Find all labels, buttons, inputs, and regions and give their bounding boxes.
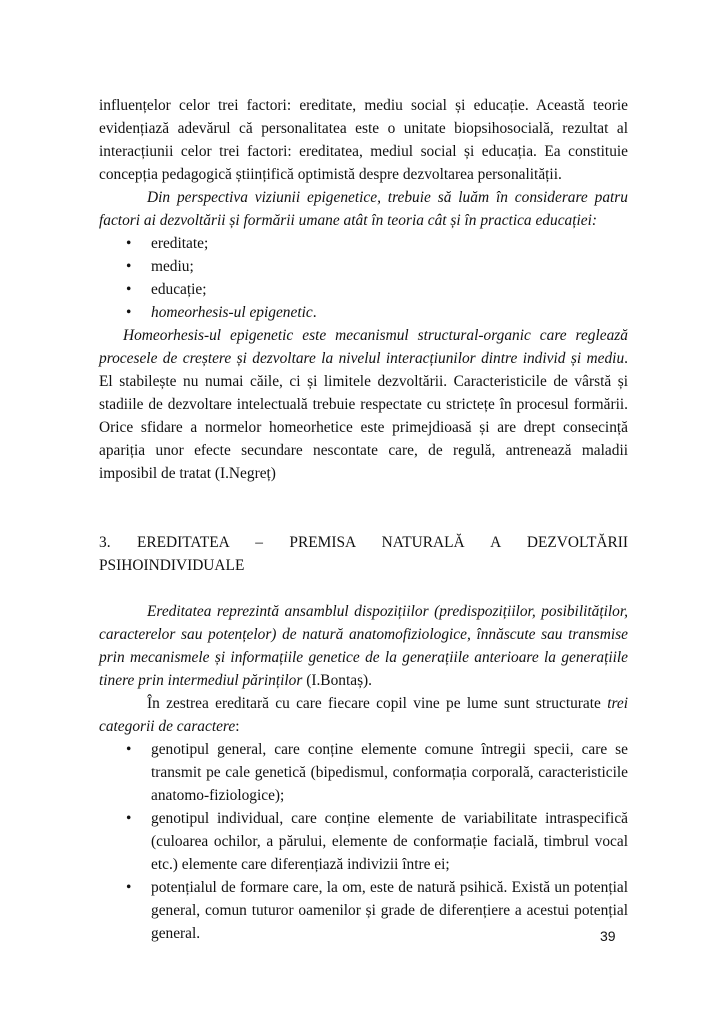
bullet-icon: • bbox=[126, 304, 132, 321]
categories-list bbox=[99, 738, 628, 945]
list-item: • mediu; bbox=[99, 255, 628, 278]
paragraph-heredity-definition: Ereditatea reprezintă ansamblul dispozițiilor (predispozițiilor, posibilităților, caracterelor sau potențelor) de natură anatomofiziologice, înnăscute sau transmise prin mecanismele și informațiile genetice de la generațiile anterioare la generațiile tinere prin intermediul părinților (I.Bontaș). bbox=[99, 603, 628, 689]
list-item: • homeorhesis-ul epigenetic. bbox=[99, 301, 628, 324]
bullet-icon: • bbox=[126, 741, 132, 758]
section-heading-cont: PSIHOINDIVIDUALE bbox=[99, 557, 245, 574]
list-item: • ereditate; bbox=[99, 232, 628, 255]
paragraph-homeorhesis: Homeorhesis-ul epigenetic este mecanismul structural-organic care reglează procesele de creștere și dezvoltare la nivelul interacțiunilor dintre individ și mediu. El stabilește nu numai căile, ci și limitele dezvoltării. Caracteristicile de vârstă și stadiile de dezvoltare intelectuală trebuie respectate cu strictețe în procesul formării. Orice sfidare a normelor homeorhetice este primejdioasă și are drept consecință apariția unor efecte secundare nescontate care, de regulă, antrenează maladii imposibil de tratat (I.Negreț) bbox=[99, 327, 628, 482]
paragraph-epigenetic-intro: Din perspectiva viziunii epigenetice, trebuie să luăm în considerare patru factori ai dezvoltării și formării umane atât în teoria cât și în practica educației: bbox=[99, 189, 628, 229]
paragraph-heredity-categories: În zestrea ereditară cu care fiecare copil vine pe lume sunt structurate trei categorii de caractere: bbox=[99, 695, 628, 735]
section-heading: 3. EREDITATEA – PREMISA NATURALĂ A DEZVOLTĂRII bbox=[99, 534, 628, 551]
list-item: • potențialul de formare care, la om, este de natură psihică. Există un potențial general, comun tuturor oamenilor și grade de diferențiere a acestui potențial general. bbox=[99, 876, 628, 945]
list-item: • genotipul individual, care conține elemente de variabilitate intraspecifică (culoarea ochilor, a părului, elemente de conformație facială, timbrul vocal etc.) elemente care diferențiază indivizii între ei; bbox=[99, 807, 628, 876]
paragraph-theory: influențelor celor trei factori: ereditate, mediu social și educație. Această teorie evidențiază adevărul că personalitatea este o unitate biopsihosocială, rezultat al interacțiunii celor trei factori: ereditatea, mediul social și educația. Ea constituie concepția pedagogică științifică optimistă despre dezvoltarea personalității. bbox=[99, 97, 628, 183]
bullet-icon: • bbox=[126, 810, 132, 827]
bullet-icon: • bbox=[126, 258, 132, 275]
bullet-icon: • bbox=[126, 235, 132, 252]
list-item: • educație; bbox=[99, 278, 628, 301]
bullet-icon: • bbox=[126, 879, 132, 896]
bullet-icon: • bbox=[126, 281, 132, 298]
list-item: • genotipul general, care conține elemente comune întregii specii, care se transmit pe cale genetică (bipedismul, conformația corporală, caracteristicile anatomo-fiziologice); bbox=[99, 738, 628, 807]
page-number: 39 bbox=[600, 928, 616, 944]
factors-list bbox=[99, 232, 628, 324]
document-page bbox=[99, 94, 628, 945]
